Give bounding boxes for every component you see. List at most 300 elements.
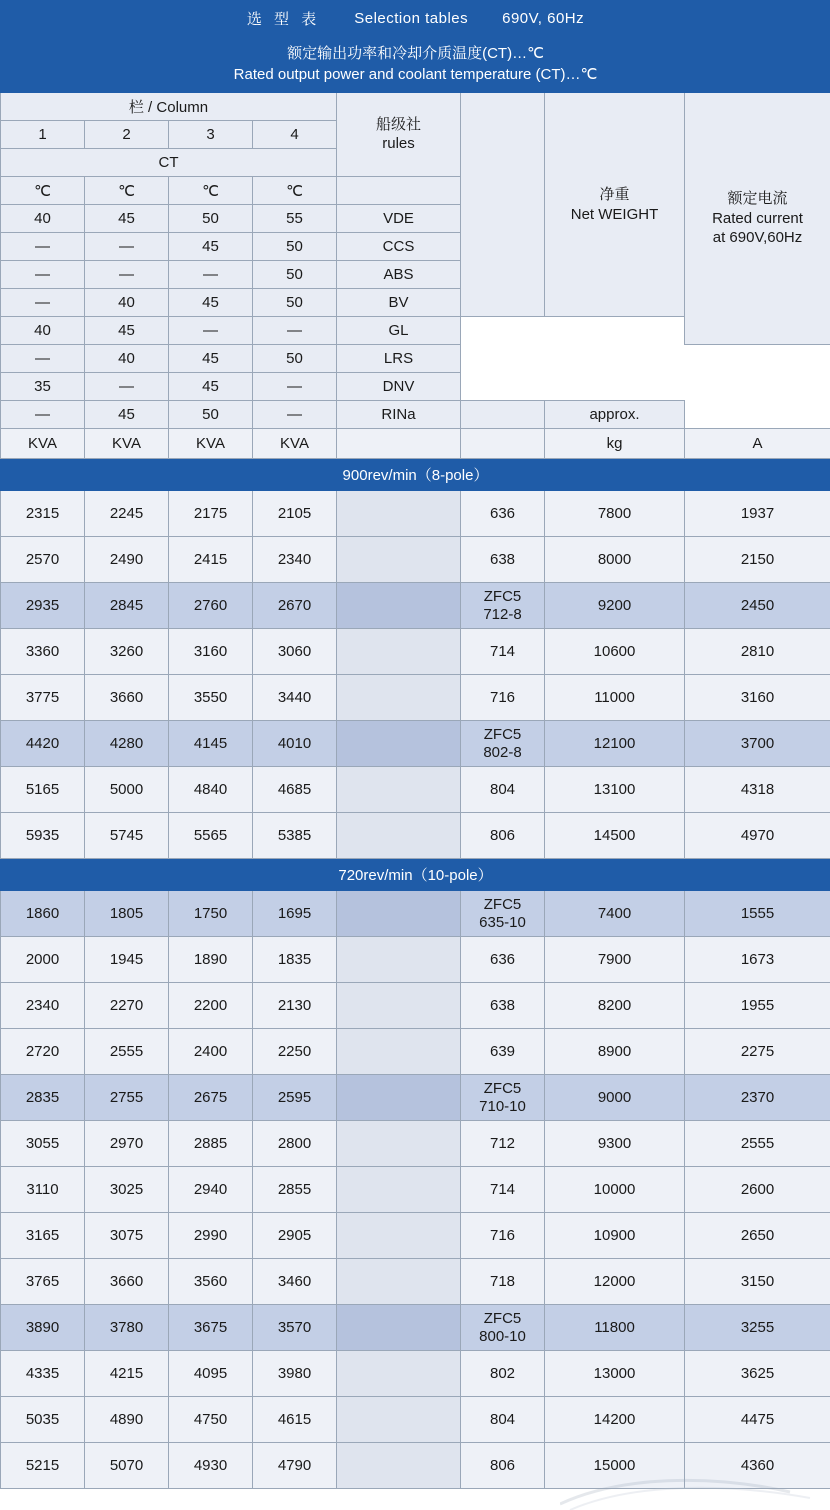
kva-3: 2990 bbox=[169, 1213, 253, 1259]
table-title-row bbox=[1, 1, 830, 37]
kva-4: 5385 bbox=[253, 813, 337, 859]
rated-current: 3160 bbox=[685, 675, 830, 721]
kva-2: 3660 bbox=[85, 1259, 169, 1305]
kva-1: 3055 bbox=[1, 1121, 85, 1167]
ct-value: 50 bbox=[169, 205, 253, 233]
model-line-1: 802 bbox=[461, 1365, 544, 1383]
rated-current: 2370 bbox=[685, 1075, 830, 1121]
kva-4: 2670 bbox=[253, 583, 337, 629]
rules-cell-empty bbox=[337, 1443, 461, 1489]
kva-2: 2755 bbox=[85, 1075, 169, 1121]
kva-2: 4280 bbox=[85, 721, 169, 767]
net-weight: 13000 bbox=[545, 1351, 685, 1397]
ct-value: — bbox=[253, 373, 337, 401]
table-row bbox=[1, 1443, 830, 1489]
kva-3: 3550 bbox=[169, 675, 253, 721]
model-line-1: 806 bbox=[461, 827, 544, 845]
net-weight: 11000 bbox=[545, 675, 685, 721]
rated-current: 2450 bbox=[685, 583, 830, 629]
rules-header bbox=[337, 93, 461, 177]
net-weight-cn: 净重 bbox=[545, 185, 684, 205]
kva-2: 2270 bbox=[85, 983, 169, 1029]
rules-cell-empty bbox=[337, 1351, 461, 1397]
net-weight: 12100 bbox=[545, 721, 685, 767]
ct-value: 40 bbox=[85, 289, 169, 317]
net-weight: 8000 bbox=[545, 537, 685, 583]
model-line-1: ZFC5 bbox=[461, 1310, 544, 1328]
unit-a: A bbox=[685, 429, 830, 459]
ct-value: — bbox=[85, 373, 169, 401]
model-line-1: 716 bbox=[461, 689, 544, 707]
rules-cell-empty bbox=[337, 537, 461, 583]
model-line-1: 716 bbox=[461, 1227, 544, 1245]
rule-name: LRS bbox=[337, 345, 461, 373]
kva-3: 4095 bbox=[169, 1351, 253, 1397]
net-weight: 13100 bbox=[545, 767, 685, 813]
ct-value: 45 bbox=[85, 401, 169, 429]
rated-current: 3625 bbox=[685, 1351, 830, 1397]
model-code bbox=[461, 1213, 545, 1259]
unit-kva-4: KVA bbox=[253, 429, 337, 459]
kva-4: 3060 bbox=[253, 629, 337, 675]
section-header-900 bbox=[1, 459, 830, 491]
ct-value: 45 bbox=[169, 289, 253, 317]
kva-4: 2905 bbox=[253, 1213, 337, 1259]
spacer-cell bbox=[461, 401, 545, 429]
rules-spacer-cell bbox=[337, 177, 461, 205]
kva-4: 4685 bbox=[253, 767, 337, 813]
kva-3: 4930 bbox=[169, 1443, 253, 1489]
model-code bbox=[461, 1167, 545, 1213]
table-row bbox=[1, 721, 830, 767]
kva-1: 2835 bbox=[1, 1075, 85, 1121]
degree-unit-1: ℃ bbox=[1, 177, 85, 205]
kva-4: 3440 bbox=[253, 675, 337, 721]
rules-cell-empty bbox=[337, 813, 461, 859]
model-code bbox=[461, 537, 545, 583]
kva-1: 3890 bbox=[1, 1305, 85, 1351]
kva-2: 2245 bbox=[85, 491, 169, 537]
model-code bbox=[461, 1443, 545, 1489]
ct-value: — bbox=[1, 289, 85, 317]
model-line-1: 712 bbox=[461, 1135, 544, 1153]
table-title bbox=[1, 1, 830, 37]
kva-3: 2175 bbox=[169, 491, 253, 537]
kva-3: 2675 bbox=[169, 1075, 253, 1121]
kva-1: 2720 bbox=[1, 1029, 85, 1075]
ct-value: 40 bbox=[85, 345, 169, 373]
rule-name: RINa bbox=[337, 401, 461, 429]
net-weight: 7400 bbox=[545, 891, 685, 937]
table-row bbox=[1, 937, 830, 983]
net-weight-en: Net WEIGHT bbox=[545, 205, 684, 225]
subtitle-chinese: 额定输出功率和冷却介质温度(CT)…℃ bbox=[1, 44, 830, 64]
kva-3: 2400 bbox=[169, 1029, 253, 1075]
rated-current: 4318 bbox=[685, 767, 830, 813]
table-row bbox=[1, 813, 830, 859]
table-row bbox=[1, 629, 830, 675]
ct-value: 40 bbox=[1, 317, 85, 345]
rated-current: 1955 bbox=[685, 983, 830, 1029]
title-english: Selection tables bbox=[354, 10, 468, 27]
kva-1: 1860 bbox=[1, 891, 85, 937]
kva-3: 3675 bbox=[169, 1305, 253, 1351]
model-code bbox=[461, 1121, 545, 1167]
kva-2: 3025 bbox=[85, 1167, 169, 1213]
rules-cell-empty bbox=[337, 937, 461, 983]
kva-2: 2970 bbox=[85, 1121, 169, 1167]
ct-value: 50 bbox=[253, 261, 337, 289]
ct-rule-row bbox=[1, 345, 830, 373]
table-row bbox=[1, 1121, 830, 1167]
column-number-2: 2 bbox=[85, 121, 169, 149]
net-weight: 14500 bbox=[545, 813, 685, 859]
ct-value: — bbox=[1, 345, 85, 373]
model-line-1: ZFC5 bbox=[461, 588, 544, 606]
rated-current: 3700 bbox=[685, 721, 830, 767]
rated-current: 2650 bbox=[685, 1213, 830, 1259]
net-weight: 10900 bbox=[545, 1213, 685, 1259]
kva-3: 3160 bbox=[169, 629, 253, 675]
ct-value: 45 bbox=[169, 345, 253, 373]
ct-value: — bbox=[169, 317, 253, 345]
ct-value: — bbox=[1, 401, 85, 429]
rules-cell-empty bbox=[337, 1397, 461, 1443]
kva-2: 5070 bbox=[85, 1443, 169, 1489]
net-weight: 8200 bbox=[545, 983, 685, 1029]
model-code bbox=[461, 491, 545, 537]
kva-3: 2415 bbox=[169, 537, 253, 583]
kva-3: 2940 bbox=[169, 1167, 253, 1213]
kva-1: 3765 bbox=[1, 1259, 85, 1305]
kva-2: 3075 bbox=[85, 1213, 169, 1259]
rules-header-en: rules bbox=[337, 135, 460, 154]
model-code bbox=[461, 813, 545, 859]
kva-1: 5215 bbox=[1, 1443, 85, 1489]
column-number-3: 3 bbox=[169, 121, 253, 149]
model-code bbox=[461, 1305, 545, 1351]
net-weight-header bbox=[545, 93, 685, 317]
kva-1: 2315 bbox=[1, 491, 85, 537]
model-line-2: 635-10 bbox=[461, 914, 544, 932]
unit-kg: kg bbox=[545, 429, 685, 459]
kva-1: 3110 bbox=[1, 1167, 85, 1213]
table-row bbox=[1, 583, 830, 629]
kva-3: 4145 bbox=[169, 721, 253, 767]
rated-current: 2150 bbox=[685, 537, 830, 583]
table-row bbox=[1, 1259, 830, 1305]
net-weight: 14200 bbox=[545, 1397, 685, 1443]
title-chinese: 选 型 表 bbox=[247, 8, 320, 29]
unit-kva-2: KVA bbox=[85, 429, 169, 459]
net-weight: 9200 bbox=[545, 583, 685, 629]
kva-2: 4890 bbox=[85, 1397, 169, 1443]
table-row bbox=[1, 1075, 830, 1121]
model-code bbox=[461, 1029, 545, 1075]
ct-value: 50 bbox=[253, 233, 337, 261]
table-row bbox=[1, 537, 830, 583]
table-row bbox=[1, 675, 830, 721]
spacer-cell bbox=[461, 429, 545, 459]
kva-1: 3165 bbox=[1, 1213, 85, 1259]
table-row bbox=[1, 1397, 830, 1443]
rated-current: 4970 bbox=[685, 813, 830, 859]
rules-cell-empty bbox=[337, 491, 461, 537]
table-row bbox=[1, 983, 830, 1029]
section-label: 720rev/min（10-pole） bbox=[1, 859, 830, 891]
model-line-2: 802-8 bbox=[461, 744, 544, 762]
ct-value: 35 bbox=[1, 373, 85, 401]
model-code bbox=[461, 937, 545, 983]
kva-3: 3560 bbox=[169, 1259, 253, 1305]
model-line-2: 712-8 bbox=[461, 606, 544, 624]
spacer-column bbox=[461, 93, 545, 317]
rules-cell-empty bbox=[337, 583, 461, 629]
net-weight: 9000 bbox=[545, 1075, 685, 1121]
model-line-1: 804 bbox=[461, 781, 544, 799]
kva-3: 2885 bbox=[169, 1121, 253, 1167]
section-header-720 bbox=[1, 859, 830, 891]
model-line-1: 714 bbox=[461, 643, 544, 661]
kva-3: 1750 bbox=[169, 891, 253, 937]
model-line-1: 806 bbox=[461, 1457, 544, 1475]
rules-cell-empty bbox=[337, 983, 461, 1029]
ct-value: 45 bbox=[169, 373, 253, 401]
kva-1: 2340 bbox=[1, 983, 85, 1029]
rule-name: GL bbox=[337, 317, 461, 345]
rated-current-cn: 额定电流 bbox=[685, 189, 830, 209]
rules-cell-empty bbox=[337, 1029, 461, 1075]
model-line-1: 638 bbox=[461, 997, 544, 1015]
kva-4: 1695 bbox=[253, 891, 337, 937]
table-subtitle-row bbox=[1, 37, 830, 93]
model-line-1: ZFC5 bbox=[461, 726, 544, 744]
ct-value: — bbox=[1, 261, 85, 289]
ct-value: — bbox=[85, 233, 169, 261]
rated-current: 4360 bbox=[685, 1443, 830, 1489]
kva-1: 2000 bbox=[1, 937, 85, 983]
ct-value: 50 bbox=[169, 401, 253, 429]
column-group-label: 栏 / Column bbox=[1, 93, 337, 121]
model-code bbox=[461, 1259, 545, 1305]
model-line-1: 636 bbox=[461, 505, 544, 523]
model-line-2: 800-10 bbox=[461, 1328, 544, 1346]
table-row bbox=[1, 1305, 830, 1351]
net-weight: 15000 bbox=[545, 1443, 685, 1489]
rules-cell-empty bbox=[337, 1167, 461, 1213]
rule-name: DNV bbox=[337, 373, 461, 401]
kva-2: 3260 bbox=[85, 629, 169, 675]
table-row bbox=[1, 1351, 830, 1397]
ct-value: 45 bbox=[85, 317, 169, 345]
ct-value: 40 bbox=[1, 205, 85, 233]
rule-name: ABS bbox=[337, 261, 461, 289]
ct-value: — bbox=[253, 317, 337, 345]
model-line-1: 714 bbox=[461, 1181, 544, 1199]
kva-4: 4615 bbox=[253, 1397, 337, 1443]
kva-2: 5745 bbox=[85, 813, 169, 859]
net-weight: 7900 bbox=[545, 937, 685, 983]
rules-cell-empty bbox=[337, 1121, 461, 1167]
kva-2: 4215 bbox=[85, 1351, 169, 1397]
kva-4: 2250 bbox=[253, 1029, 337, 1075]
subtitle-english: Rated output power and coolant temperature (CT)…℃ bbox=[1, 65, 830, 85]
kva-4: 2855 bbox=[253, 1167, 337, 1213]
model-code bbox=[461, 767, 545, 813]
ct-label: CT bbox=[1, 149, 337, 177]
rule-name: VDE bbox=[337, 205, 461, 233]
model-code bbox=[461, 675, 545, 721]
ct-value: — bbox=[85, 261, 169, 289]
rules-cell-empty bbox=[337, 891, 461, 937]
table-row bbox=[1, 767, 830, 813]
rated-current: 3255 bbox=[685, 1305, 830, 1351]
table-row bbox=[1, 1167, 830, 1213]
rules-cell-empty bbox=[337, 629, 461, 675]
ct-rule-row bbox=[1, 401, 830, 429]
rules-cell-empty bbox=[337, 675, 461, 721]
model-code bbox=[461, 629, 545, 675]
rules-header-cn: 船级社 bbox=[337, 116, 460, 135]
kva-1: 2935 bbox=[1, 583, 85, 629]
kva-4: 2130 bbox=[253, 983, 337, 1029]
table-row bbox=[1, 1213, 830, 1259]
rated-current: 2810 bbox=[685, 629, 830, 675]
rated-current: 4475 bbox=[685, 1397, 830, 1443]
kva-2: 2490 bbox=[85, 537, 169, 583]
kva-2: 3780 bbox=[85, 1305, 169, 1351]
net-weight: 8900 bbox=[545, 1029, 685, 1075]
kva-2: 2845 bbox=[85, 583, 169, 629]
kva-4: 3570 bbox=[253, 1305, 337, 1351]
kva-1: 5165 bbox=[1, 767, 85, 813]
net-weight: 10600 bbox=[545, 629, 685, 675]
title-spec: 690V, 60Hz bbox=[502, 10, 584, 27]
model-code bbox=[461, 1397, 545, 1443]
rules-cell-empty bbox=[337, 1305, 461, 1351]
net-weight: 7800 bbox=[545, 491, 685, 537]
unit-row bbox=[1, 429, 830, 459]
rated-current-en2: at 690V,60Hz bbox=[685, 228, 830, 248]
kva-1: 3775 bbox=[1, 675, 85, 721]
model-line-1: 804 bbox=[461, 1411, 544, 1429]
model-line-1: 639 bbox=[461, 1043, 544, 1061]
kva-3: 4750 bbox=[169, 1397, 253, 1443]
unit-kva-3: KVA bbox=[169, 429, 253, 459]
kva-4: 3460 bbox=[253, 1259, 337, 1305]
ct-value: 45 bbox=[169, 233, 253, 261]
model-code bbox=[461, 721, 545, 767]
kva-4: 2340 bbox=[253, 537, 337, 583]
section-label: 900rev/min（8-pole） bbox=[1, 459, 830, 491]
model-code bbox=[461, 583, 545, 629]
net-weight: 10000 bbox=[545, 1167, 685, 1213]
kva-2: 1945 bbox=[85, 937, 169, 983]
net-weight: 11800 bbox=[545, 1305, 685, 1351]
rules-cell-empty bbox=[337, 767, 461, 813]
kva-1: 4335 bbox=[1, 1351, 85, 1397]
ct-value: 45 bbox=[85, 205, 169, 233]
kva-1: 4420 bbox=[1, 721, 85, 767]
rated-current-header bbox=[685, 93, 830, 345]
kva-3: 4840 bbox=[169, 767, 253, 813]
ct-value: — bbox=[169, 261, 253, 289]
kva-2: 2555 bbox=[85, 1029, 169, 1075]
ct-value: 50 bbox=[253, 345, 337, 373]
rules-cell-empty bbox=[337, 721, 461, 767]
rule-name: CCS bbox=[337, 233, 461, 261]
kva-3: 5565 bbox=[169, 813, 253, 859]
column-number-4: 4 bbox=[253, 121, 337, 149]
spacer-cell bbox=[337, 429, 461, 459]
kva-3: 1890 bbox=[169, 937, 253, 983]
net-weight: 12000 bbox=[545, 1259, 685, 1305]
degree-unit-4: ℃ bbox=[253, 177, 337, 205]
ct-value: 50 bbox=[253, 289, 337, 317]
model-line-1: 636 bbox=[461, 951, 544, 969]
rated-current: 3150 bbox=[685, 1259, 830, 1305]
rated-current: 1555 bbox=[685, 891, 830, 937]
degree-unit-2: ℃ bbox=[85, 177, 169, 205]
rated-current: 2600 bbox=[685, 1167, 830, 1213]
kva-4: 1835 bbox=[253, 937, 337, 983]
rated-current: 1937 bbox=[685, 491, 830, 537]
model-code bbox=[461, 983, 545, 1029]
kva-3: 2200 bbox=[169, 983, 253, 1029]
kva-1: 5035 bbox=[1, 1397, 85, 1443]
kva-4: 2595 bbox=[253, 1075, 337, 1121]
table-row bbox=[1, 1029, 830, 1075]
kva-3: 2760 bbox=[169, 583, 253, 629]
ct-value: 55 bbox=[253, 205, 337, 233]
approx-label: approx. bbox=[545, 401, 685, 429]
table-row bbox=[1, 891, 830, 937]
net-weight: 9300 bbox=[545, 1121, 685, 1167]
model-line-1: ZFC5 bbox=[461, 896, 544, 914]
kva-2: 1805 bbox=[85, 891, 169, 937]
kva-1: 5935 bbox=[1, 813, 85, 859]
rated-current: 2275 bbox=[685, 1029, 830, 1075]
kva-4: 4010 bbox=[253, 721, 337, 767]
kva-4: 2105 bbox=[253, 491, 337, 537]
degree-unit-3: ℃ bbox=[169, 177, 253, 205]
kva-2: 5000 bbox=[85, 767, 169, 813]
column-group-header-row bbox=[1, 93, 830, 121]
table-row bbox=[1, 491, 830, 537]
ct-value: — bbox=[253, 401, 337, 429]
rated-current-en1: Rated current bbox=[685, 209, 830, 229]
rated-current: 1673 bbox=[685, 937, 830, 983]
ct-rule-row bbox=[1, 373, 830, 401]
rules-cell-empty bbox=[337, 1259, 461, 1305]
model-code bbox=[461, 891, 545, 937]
model-code bbox=[461, 1075, 545, 1121]
kva-4: 3980 bbox=[253, 1351, 337, 1397]
model-line-2: 710-10 bbox=[461, 1098, 544, 1116]
model-line-1: 718 bbox=[461, 1273, 544, 1291]
rule-name: BV bbox=[337, 289, 461, 317]
model-line-1: ZFC5 bbox=[461, 1080, 544, 1098]
model-line-1: 638 bbox=[461, 551, 544, 569]
table-subtitle bbox=[1, 37, 830, 93]
kva-2: 3660 bbox=[85, 675, 169, 721]
rules-cell-empty bbox=[337, 1213, 461, 1259]
rules-cell-empty bbox=[337, 1075, 461, 1121]
ct-value: — bbox=[1, 233, 85, 261]
rated-current: 2555 bbox=[685, 1121, 830, 1167]
kva-1: 2570 bbox=[1, 537, 85, 583]
model-code bbox=[461, 1351, 545, 1397]
